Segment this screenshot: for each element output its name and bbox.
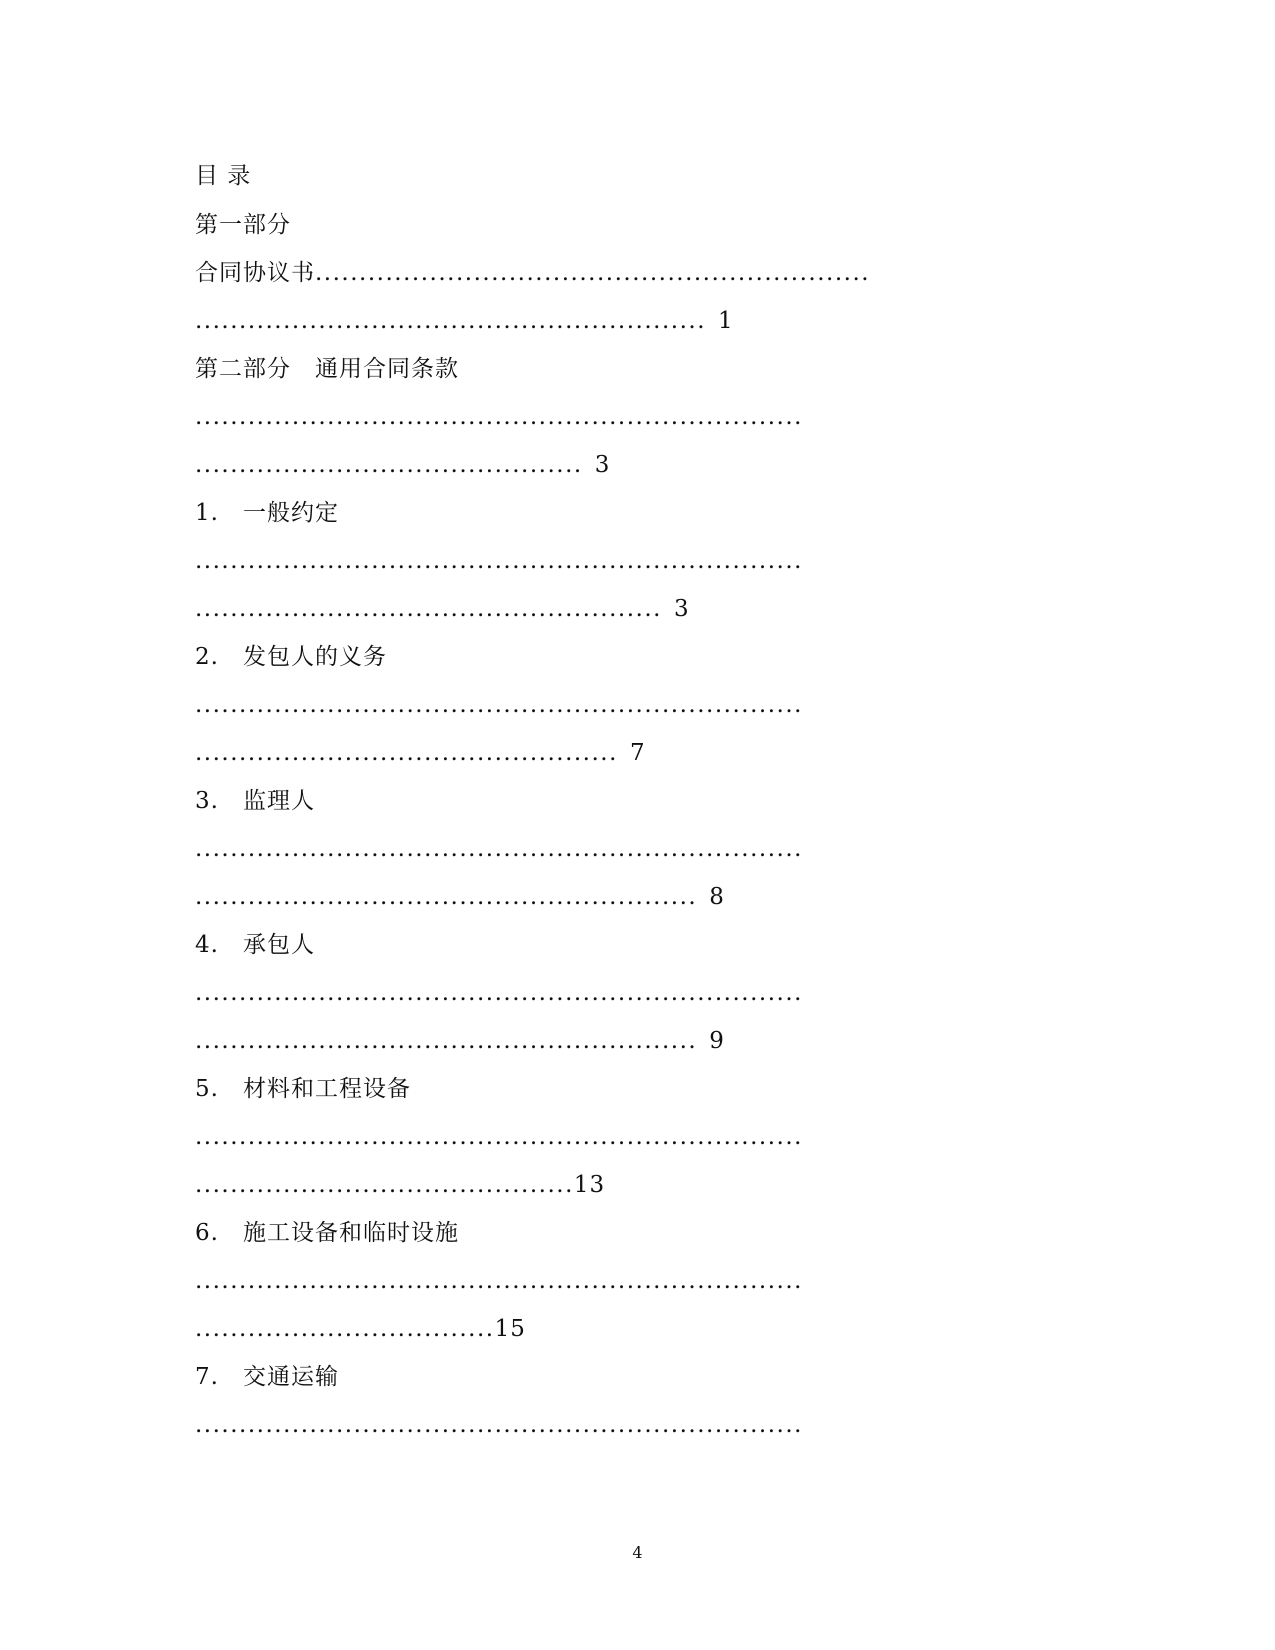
toc-entry-label: 交通运输 [243, 1364, 339, 1390]
part-two-heading: 第二部分 通用合同条款 [195, 356, 459, 382]
toc-page-number: 9 [709, 1028, 725, 1054]
toc-page-number: 8 [709, 884, 725, 910]
dot-leader: ......................................................... [195, 1028, 698, 1054]
toc-page-number: 3 [674, 596, 690, 622]
dot-leader: ..................................................................... [195, 980, 803, 1006]
toc-entry-7 [195, 1362, 339, 1392]
toc-leader-full [195, 834, 803, 864]
dot-leader: ............................................ [195, 452, 583, 478]
toc-entry-2-cont [195, 738, 646, 768]
dot-leader: ..................................................................... [195, 548, 803, 574]
dot-leader: ..................................................................... [195, 1412, 803, 1438]
dot-leader: .......................................................... [195, 308, 707, 334]
toc-entry-5 [195, 1074, 411, 1104]
dot-leader: ..................................................................... [195, 1124, 803, 1150]
toc-entry-number: 3. [195, 788, 219, 814]
toc-entry-label: 材料和工程设备 [243, 1076, 411, 1102]
page-number-footer: 4 [632, 1543, 643, 1562]
toc-entry-number: 2. [195, 644, 219, 670]
toc-entry-label: 施工设备和临时设施 [243, 1220, 459, 1246]
toc-leader-full [195, 546, 803, 576]
toc-entry-label: 合同协议书 [195, 260, 315, 286]
dot-leader: ......................................................... [195, 884, 698, 910]
dot-leader: ..................................................... [195, 596, 662, 622]
dot-leader: ............................................................... [315, 260, 871, 286]
dot-leader: .................................. [195, 1316, 495, 1342]
toc-entry-3 [195, 786, 315, 816]
toc-entry-agreement-cont [195, 306, 734, 336]
toc-page-number: 7 [629, 740, 646, 766]
toc-page-number: 13 [573, 1172, 606, 1198]
toc-entry-label: 监理人 [243, 788, 315, 814]
toc-entry-label: 一般约定 [243, 500, 339, 526]
toc-entry-number: 4. [195, 932, 219, 958]
toc-entry-agreement [195, 258, 870, 288]
toc-page-number: 1 [718, 308, 734, 334]
dot-leader: ................................................ [195, 740, 618, 766]
dot-leader: ..................................................................... [195, 836, 803, 862]
toc-entry-number: 6. [195, 1220, 219, 1246]
toc-leader-full [195, 690, 803, 720]
toc-entry-1 [195, 498, 339, 528]
dot-leader: ..................................................................... [195, 1268, 803, 1294]
toc-entry-label: 发包人的义务 [243, 644, 387, 670]
toc-entry-number: 1. [195, 500, 219, 526]
toc-entry-label: 承包人 [243, 932, 315, 958]
dot-leader: ..................................................................... [195, 404, 803, 430]
toc-entry-6 [195, 1218, 459, 1248]
toc-entry-4-cont [195, 1026, 725, 1056]
toc-entry-6-cont [195, 1314, 526, 1344]
toc-page-number: 3 [594, 452, 611, 478]
toc-leader-full [195, 978, 803, 1008]
toc-entry-number: 5. [195, 1076, 219, 1102]
dot-leader: ..................................................................... [195, 692, 803, 718]
toc-leader-full [195, 402, 803, 432]
toc-page-number: 15 [494, 1316, 526, 1342]
toc-entry-2 [195, 642, 387, 672]
part-one-heading: 第一部分 [195, 212, 291, 238]
toc-leader-full [195, 1122, 803, 1152]
toc-title: 目 录 [195, 163, 252, 189]
toc-entry-1-cont [195, 594, 690, 624]
dot-leader: ........................................... [195, 1172, 574, 1198]
toc-entry-3-cont [195, 882, 725, 912]
toc-entry-number: 7. [195, 1364, 219, 1390]
toc-entry-5-cont [195, 1170, 605, 1200]
toc-leader-full [195, 1266, 803, 1296]
toc-entry-4 [195, 930, 315, 960]
toc-entry-part-two-cont [195, 450, 610, 480]
toc-leader-full [195, 1410, 803, 1440]
